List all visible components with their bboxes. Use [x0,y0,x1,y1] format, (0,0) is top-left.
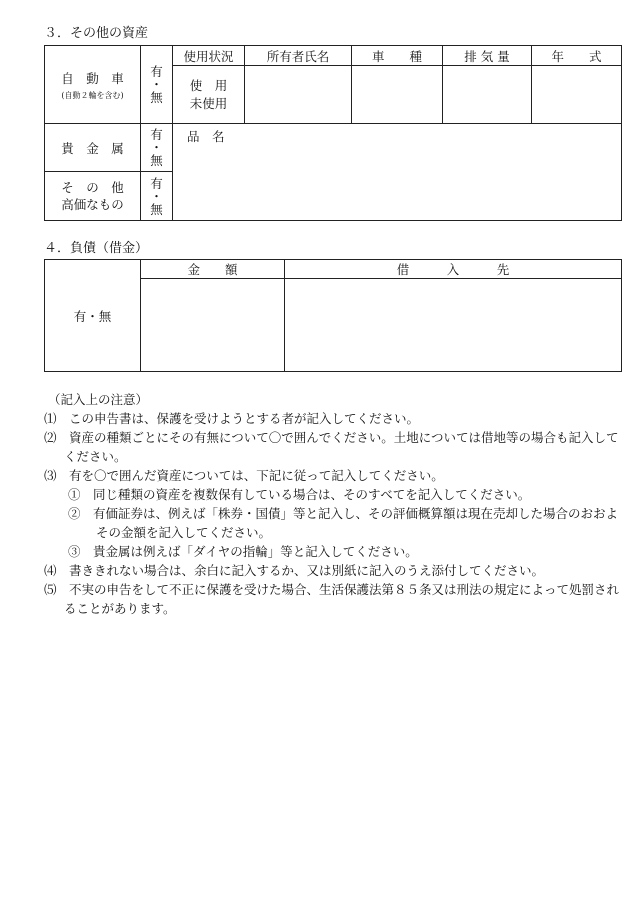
car-usage-cell[interactable] [173,66,245,124]
yn-yes: 有 [150,127,163,142]
note-3-sub-1: ① 同じ種類の資産を複数保有している場合は、そのすべてを記入してください。 [68,487,531,502]
note-5: ⑸ 不実の申告をして不正に保護を受けた場合、生活保護法第８５条又は刑法の規定によって処罰されることがあります。 [44,582,620,616]
debt-table [44,259,622,372]
other-label-2: 高価なもの [61,197,124,212]
header-displacement: 排 気 量 [443,46,532,66]
other-assets-table [44,45,622,221]
car-owner-field[interactable] [245,66,352,124]
usage-unused: 未使用 [189,95,228,111]
debt-yn-cell[interactable] [45,260,141,372]
car-displacement-field[interactable] [443,66,532,124]
yn-no: 無 [150,201,163,217]
item-name-field[interactable] [173,124,622,221]
car-year-field[interactable] [532,66,622,124]
debt-yn-label: 有・無 [73,308,112,324]
other-yn-cell[interactable] [141,172,173,221]
note-3-sub-2: ② 有価証券は、例えば「株券・国債」等と記入し、その評価概算額は現在売却した場合のおおよその金額を記入してください。 [68,506,619,540]
header-usage: 使用状況 [173,46,245,66]
car-yn-cell[interactable] [141,46,173,124]
note-1: ⑴ この申告書は、保護を受けようとする者が記入してください。 [44,411,420,426]
usage-in-use: 使 用 [189,77,228,93]
header-car-type: 車 種 [352,46,443,66]
lender-field[interactable] [285,279,622,372]
yn-no: 無 [150,90,163,105]
yn-yes: 有 [150,64,163,79]
car-label: 自 動 車 [61,70,124,86]
section4-title: ４．負債（借金） [44,241,149,256]
amount-header: 金 額 [141,260,285,279]
car-type-field[interactable] [352,66,443,124]
yn-dot: ・ [150,188,163,204]
header-owner: 所有者氏名 [245,46,352,66]
precious-metal-label: 貴 金 属 [45,124,141,172]
yn-dot: ・ [150,140,163,155]
item-name-label: 品 名 [187,129,225,144]
note-2: ⑵ 資産の種類ごとにその有無について〇で囲んでください。土地については借地等の場合も記入してください。 [44,430,619,464]
car-sublabel: (自動２輪を含む) [61,90,124,100]
yn-yes: 有 [150,175,163,191]
car-label-cell [45,46,141,124]
notes-block [44,390,622,618]
note-3: ⑶ 有を〇で囲んだ資産については、下記に従って記入してください。 [44,468,444,483]
yn-no: 無 [150,153,163,168]
yn-dot: ・ [150,77,163,92]
notes-heading: （記入上の注意） [48,392,149,407]
amount-field[interactable] [141,279,285,372]
precious-metal-yn-cell[interactable] [141,124,173,172]
note-4: ⑷ 書ききれない場合は、余白に記入するか、又は別紙に記入のうえ添付してください。 [44,563,545,578]
lender-header: 借 入 先 [285,260,622,279]
note-3-sub-3: ③ 貴金属は例えば「ダイヤの指輪」等と記入してください。 [68,544,418,559]
other-label-1: そ の 他 [61,180,124,195]
other-valuables-label-cell [45,172,141,221]
header-year: 年 式 [532,46,622,66]
section3-title: ３．その他の資産 [44,26,149,41]
